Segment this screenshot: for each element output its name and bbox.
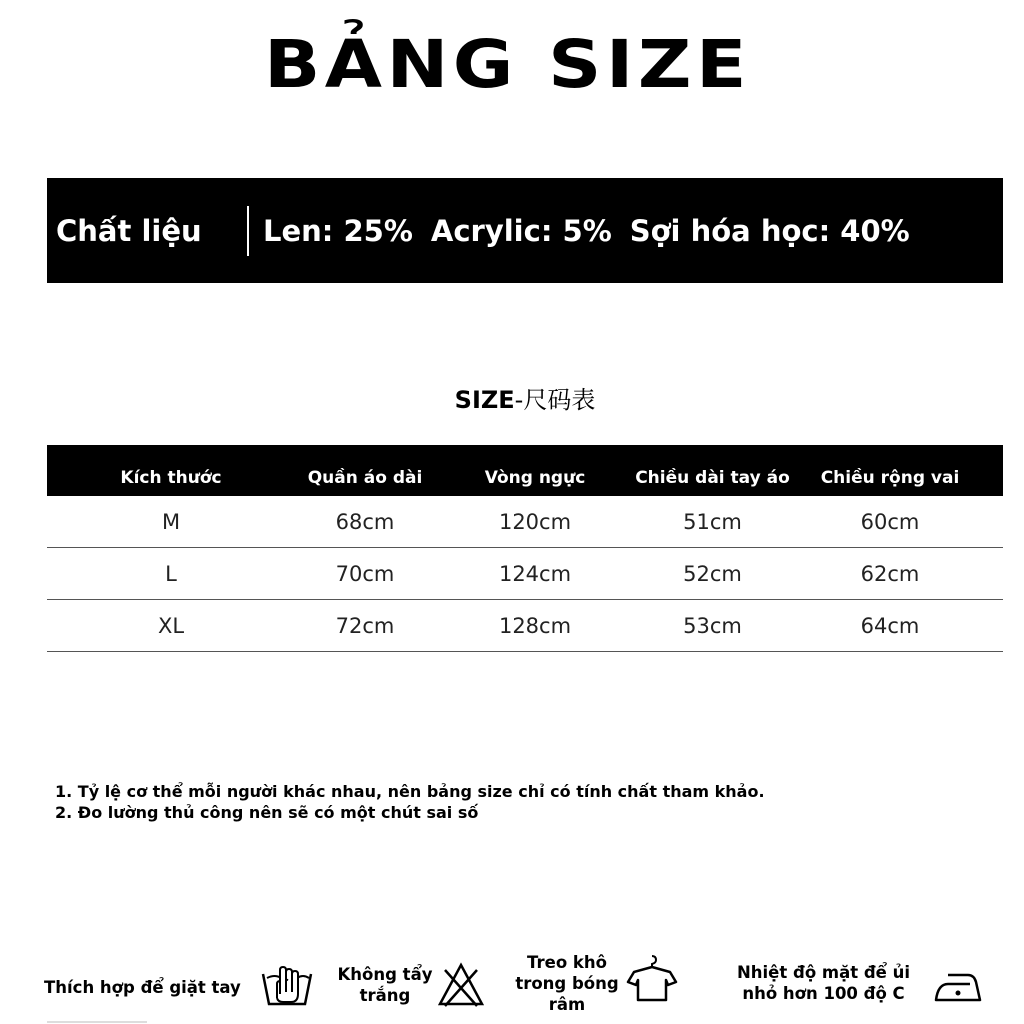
table-header bbox=[47, 445, 1003, 496]
divider bbox=[47, 1021, 147, 1023]
notes bbox=[55, 781, 765, 823]
table-row bbox=[47, 496, 1003, 548]
care-text-iron: Nhiệt độ mặt để ủi nhỏ hơn 100 độ C bbox=[736, 963, 911, 1003]
material-label: Chất liệu bbox=[56, 213, 202, 248]
header-sleeve: Chiều dài tay áo bbox=[635, 467, 790, 488]
header-shoulder: Chiều rộng vai bbox=[820, 467, 960, 488]
cell-shoulder: 64cm bbox=[860, 613, 920, 638]
note-1: 1. Tỷ lệ cơ thể mỗi người khác nhau, nên bảng size chỉ có tính chất tham khảo. bbox=[55, 782, 765, 801]
material-item-acrylic: Acrylic: 5% bbox=[430, 213, 612, 248]
header-size: Kích thước bbox=[120, 467, 222, 488]
cell-chest: 124cm bbox=[498, 561, 572, 586]
hang-dry-shade-icon bbox=[626, 954, 678, 1008]
cell-chest: 120cm bbox=[498, 509, 572, 534]
size-table-heading bbox=[0, 380, 1024, 415]
cell-sleeve: 52cm bbox=[683, 561, 742, 586]
size-heading-rest: -尺码表 bbox=[514, 386, 596, 414]
cell-size: L bbox=[165, 561, 177, 586]
size-table bbox=[47, 445, 1003, 652]
cell-sleeve: 53cm bbox=[683, 613, 742, 638]
table-row bbox=[47, 548, 1003, 600]
size-heading-bold: SIZE bbox=[454, 386, 515, 414]
iron-low-heat-icon bbox=[934, 972, 982, 1008]
material-item-wool: Len: 25% bbox=[263, 213, 413, 248]
page-title: BẢNG SIZE bbox=[263, 26, 751, 103]
cell-shoulder: 62cm bbox=[860, 561, 920, 586]
cell-sleeve: 51cm bbox=[683, 509, 742, 534]
care-instructions bbox=[0, 952, 1024, 1024]
table-row bbox=[47, 600, 1003, 652]
cell-chest: 128cm bbox=[498, 613, 572, 638]
hand-wash-icon bbox=[261, 962, 313, 1012]
cell-size: XL bbox=[157, 613, 185, 638]
header-chest: Vòng ngực bbox=[484, 467, 586, 488]
header-length: Quần áo dài bbox=[307, 467, 423, 488]
material-bar bbox=[47, 178, 1003, 283]
material-divider bbox=[247, 206, 249, 256]
cell-length: 72cm bbox=[335, 613, 395, 638]
material-item-synthetic: Sợi hóa học: 40% bbox=[629, 213, 910, 248]
note-2: 2. Đo lường thủ công nên sẽ có một chút sai số bbox=[55, 803, 479, 822]
cell-length: 68cm bbox=[335, 509, 395, 534]
care-text-hand-wash: Thích hợp để giặt tay bbox=[44, 978, 241, 997]
cell-shoulder: 60cm bbox=[860, 509, 920, 534]
no-bleach-icon bbox=[437, 962, 485, 1012]
cell-size: M bbox=[161, 509, 181, 534]
care-text-hang-dry: Treo khô trong bóng râm bbox=[515, 953, 619, 1014]
care-text-no-bleach: Không tẩy trắng bbox=[337, 965, 433, 1005]
cell-length: 70cm bbox=[335, 561, 395, 586]
